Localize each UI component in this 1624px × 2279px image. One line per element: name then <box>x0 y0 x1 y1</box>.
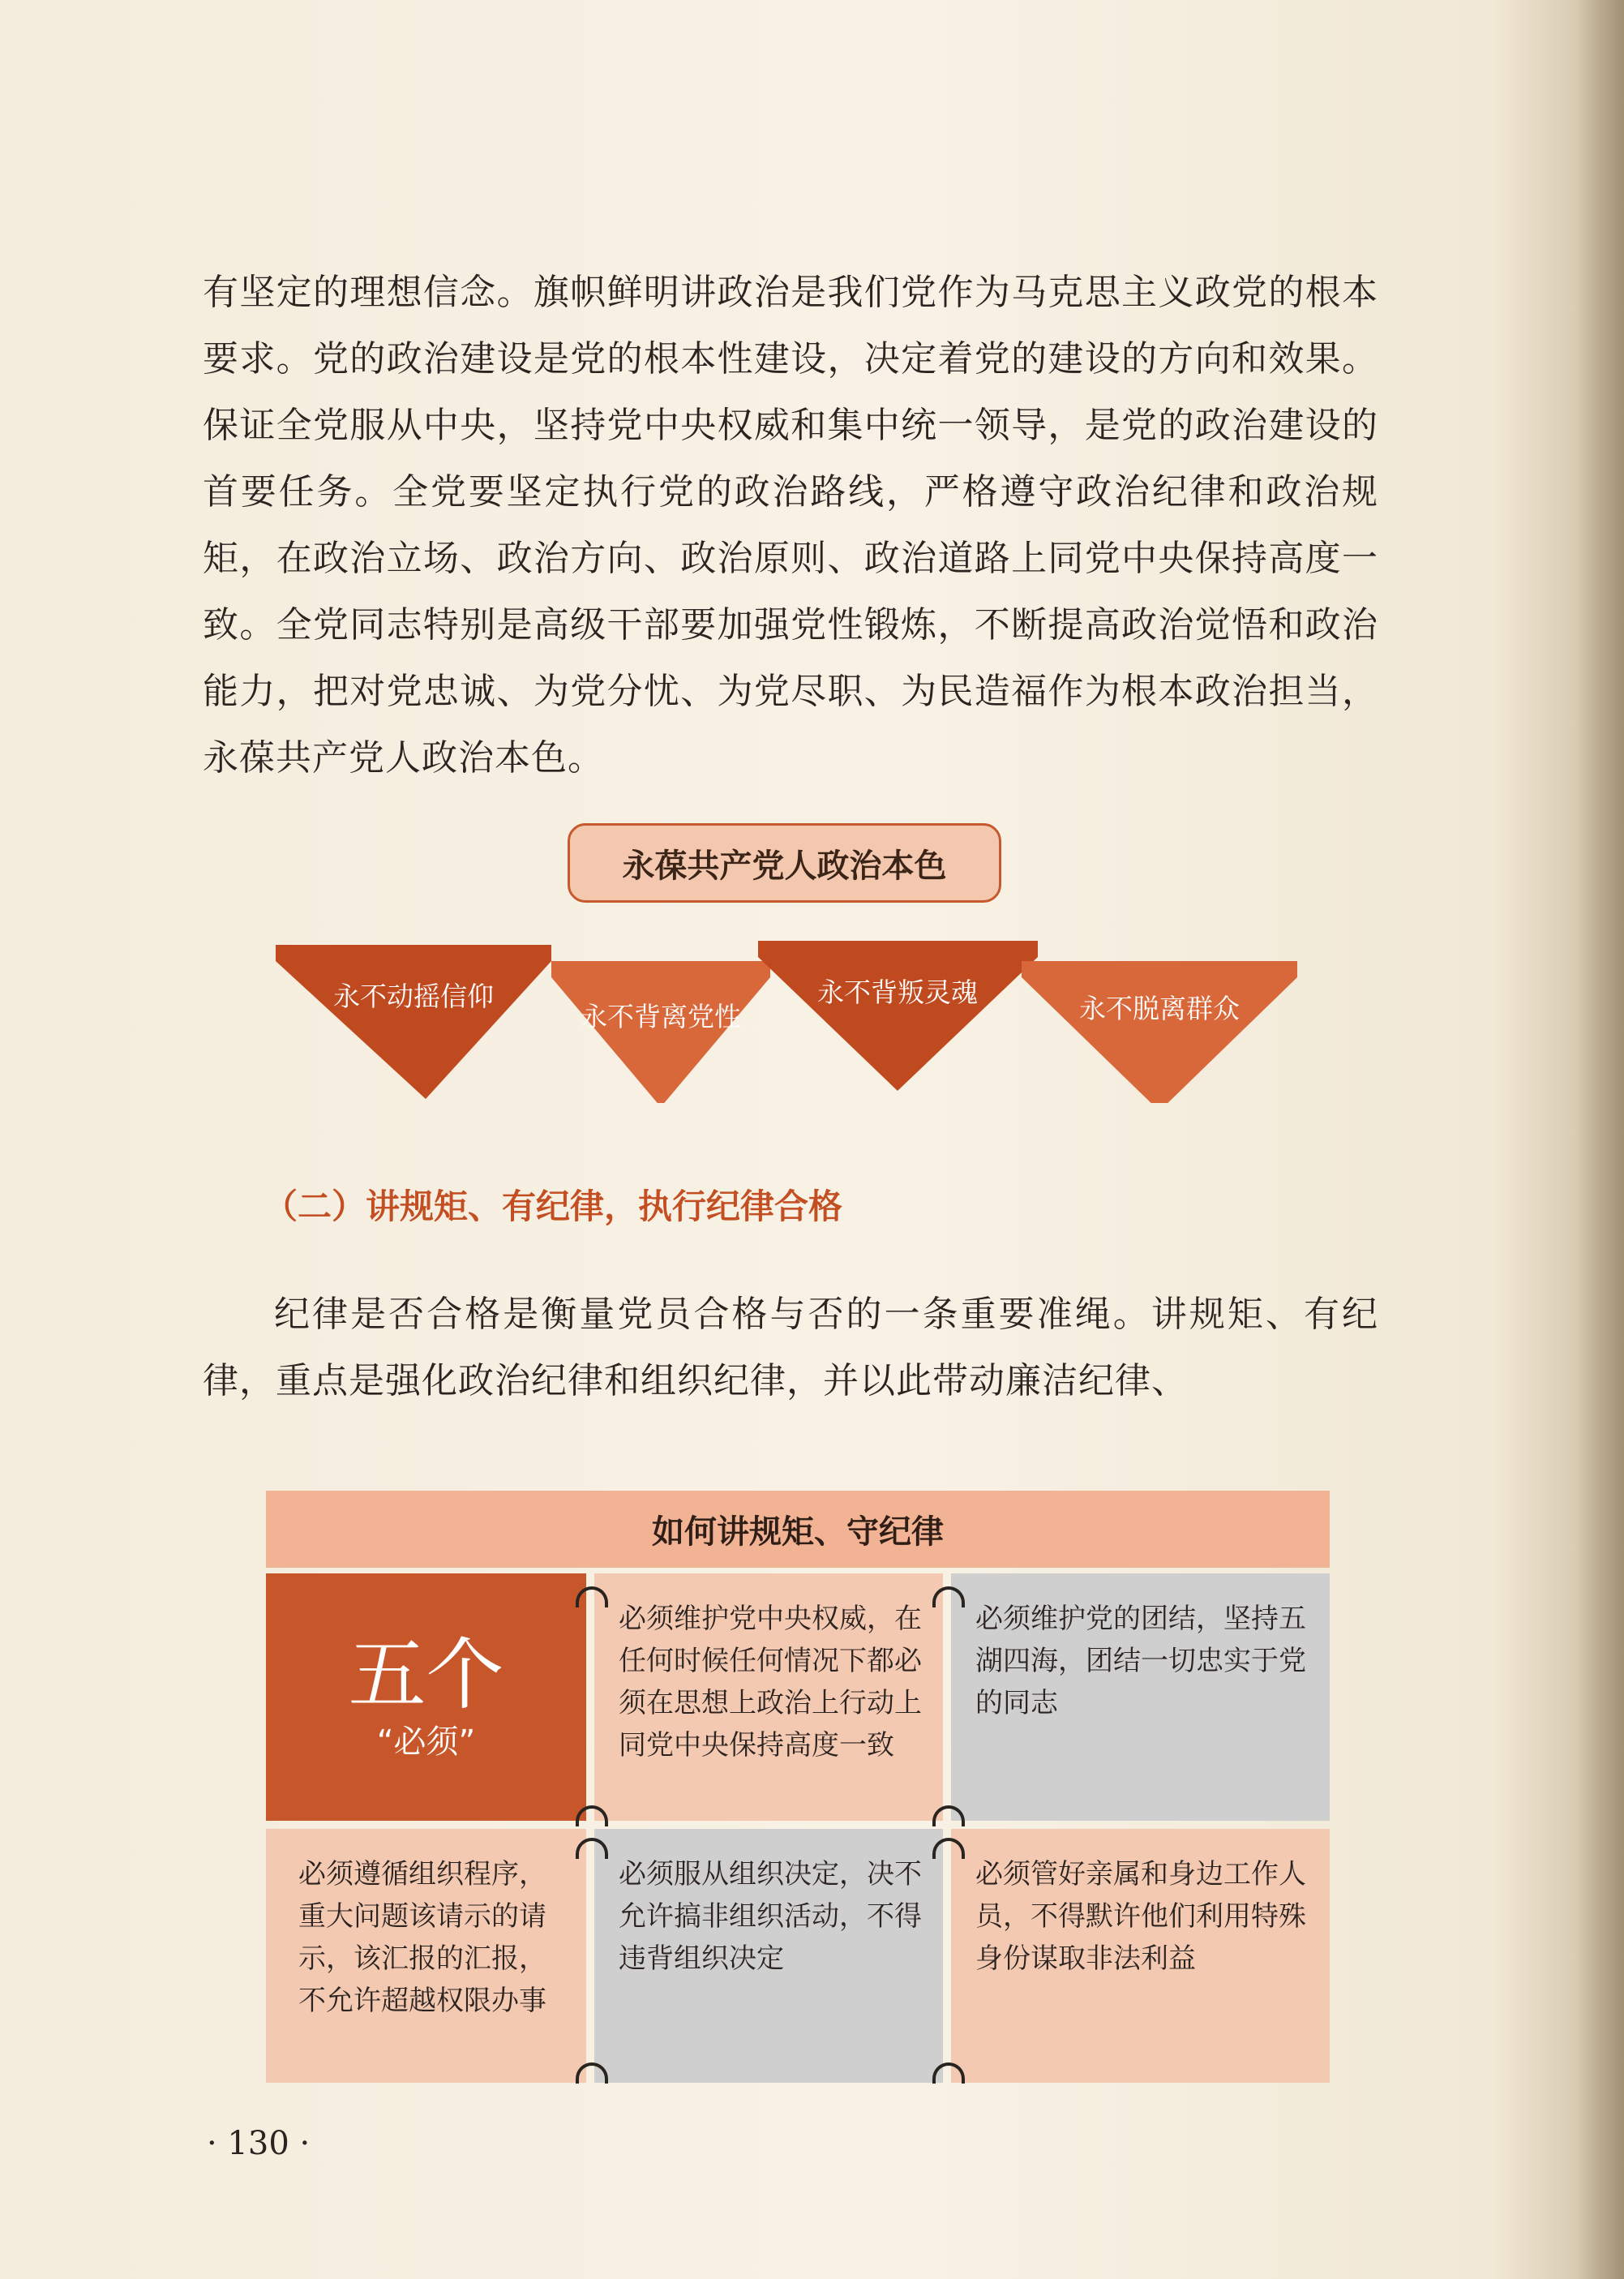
page-spine-shadow <box>1575 0 1624 2279</box>
chevron-1 <box>276 945 551 1099</box>
chevron-label-2: 永不背离党性 <box>581 1001 741 1032</box>
rule-cell: 必须遵循组织程序，重大问题该请示的请示，该汇报的汇报，不允许超越权限办事 <box>266 1829 586 2083</box>
page-number: · 130 · <box>207 2125 311 2162</box>
five-musts-big-text: 五个 <box>348 1629 504 1720</box>
chevron-4 <box>1022 961 1297 1103</box>
body-paragraph: 纪律是否合格是衡量党员合格与否的一条重要准绳。讲规矩、有纪律，重点是强化政治纪律和组织纪律，并以此带动廉洁纪律、 <box>203 1294 1378 1401</box>
rule-cell: 必须管好亲属和身边工作人员，不得默许他们利用特殊身份谋取非法利益 <box>951 1829 1330 2083</box>
five-musts-small-text: “必须” <box>376 1723 476 1761</box>
chevron-label-4: 永不脱离群众 <box>1079 993 1240 1024</box>
diagram-title: 永葆共产党人政治本色 <box>568 823 1001 903</box>
rules-diagram <box>266 1491 1330 2083</box>
chevron-label-3: 永不背叛灵魂 <box>817 976 978 1008</box>
chevron-label-1: 永不动摇信仰 <box>333 981 494 1012</box>
body-paragraph: 有坚定的理想信念。旗帜鲜明讲政治是我们党作为马克思主义政党的根本要求。党的政治建设是党的根本性建设，决定着党的建设的方向和效果。保证全党服从中央，坚持党中央权威和集中统一领导，是党的政治建设的首要任务。全党要坚定执行党的政治路线，严格遵守政治纪律和政治规矩，在政治立场、政治方向、政治原则、政治道路上同党中央保持高度一致。全党同志特别是高级干部要加强党性锻炼，不断提高政治觉悟和政治能力，把对党忠诚、为党分忧、为党尽职、为民造福作为根本政治担当，永葆共产党人政治本色。 <box>203 272 1378 779</box>
five-musts-highlight <box>266 1573 586 1821</box>
rule-cell: 必须维护党中央权威，在任何时候任何情况下都必须在思想上政治上行动上同党中央保持高度一致 <box>594 1573 943 1821</box>
rules-diagram-header: 如何讲规矩、守纪律 <box>266 1491 1330 1568</box>
section-heading: （二）讲规矩、有纪律，执行纪律合格 <box>264 1187 843 1226</box>
rule-cell: 必须服从组织决定，决不允许搞非组织活动，不得违背组织决定 <box>594 1829 943 2083</box>
rule-cell: 必须维护党的团结，坚持五湖四海，团结一切忠实于党的同志 <box>951 1573 1330 1821</box>
chevron-3 <box>758 941 1038 1091</box>
chevron-diagram <box>268 941 1305 1103</box>
